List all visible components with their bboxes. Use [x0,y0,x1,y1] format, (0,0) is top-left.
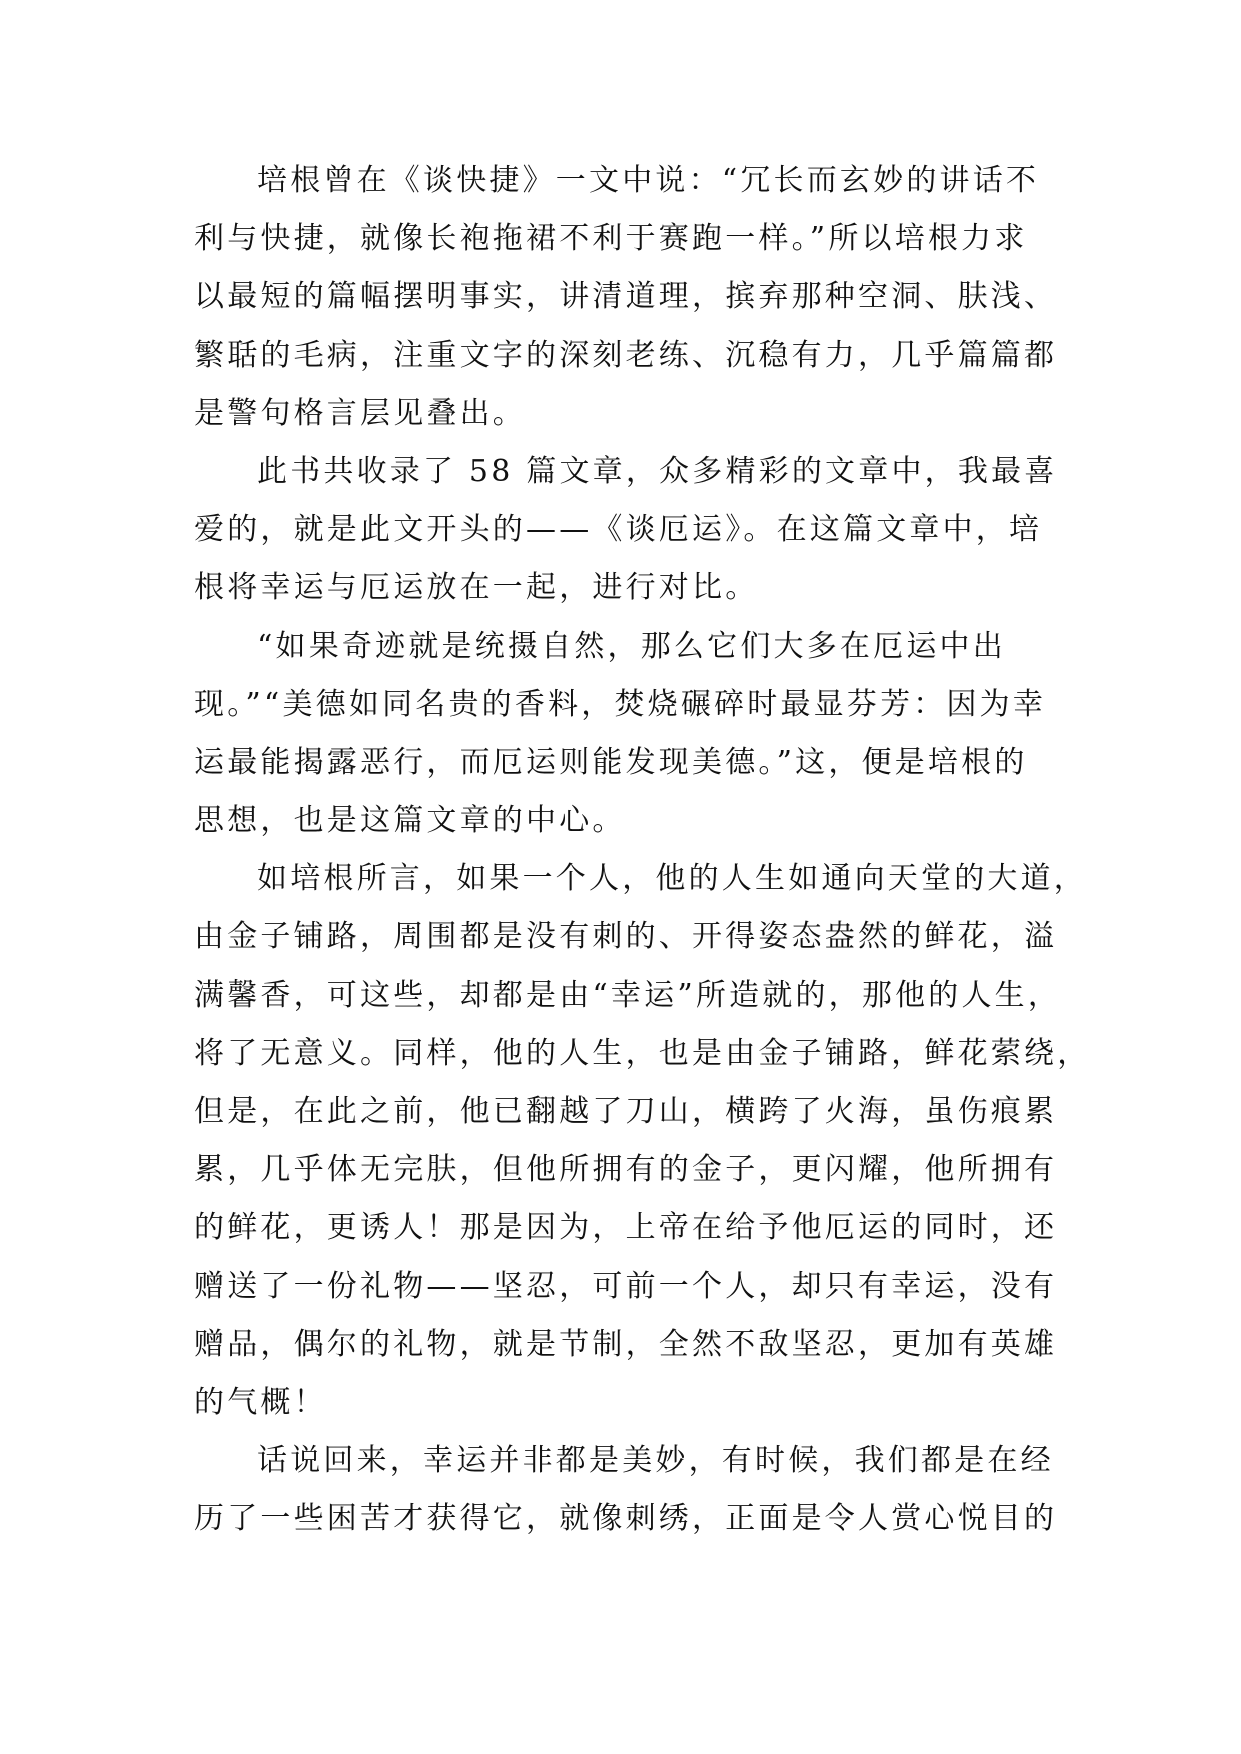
text-line: 但是，在此之前，他已翻越了刀山，横跨了火海，虽伤痕累 [194,1094,1058,1129]
text-line: 思想，也是这篇文章的中心。 [194,803,626,839]
text-line: 现。”“美德如同名贵的香料，焚烧碾碎时最显芬芳：因为幸 [194,686,1047,722]
text-line: 培根曾在《谈快捷》一文中说：“冗长而玄妙的讲话不 [257,163,1040,198]
text-line: 赠送了一份礼物——坚忍，可前一个人，却只有幸运，没有 [194,1268,1058,1304]
paragraph [194,152,1060,443]
text-line: 满馨香，可这些，却都是由“幸运”所造就的，那他的人生， [194,977,1062,1013]
paragraph [194,850,1091,1432]
text-line: 繁聒的毛病，注重文字的深刻老练、沉稳有力，几乎篇篇都 [194,337,1058,373]
text-line: 如培根所言，如果一个人，他的人生如通向天堂的大道， [257,861,1087,897]
document-body [194,152,1091,1549]
text-line: 是警句格言层见叠出。 [194,395,526,431]
text-line: “如果奇迹就是统摄自然，那么它们大多在厄运中出 [257,628,1006,664]
paragraph [194,1432,1060,1548]
text-line: 运最能揭露恶行，而厄运则能发现美德。”这，便是培根的 [194,744,1028,780]
paragraph [194,618,1060,851]
text-line: 爱的，就是此文开头的——《谈厄运》。在这篇文章中，培 [194,512,1043,548]
text-line: 累，几乎体无完肤，但他所拥有的金子，更闪耀，他所拥有 [194,1152,1058,1188]
paragraph [194,443,1060,618]
text-line: 根将幸运与厄运放在一起，进行对比。 [194,570,759,606]
text-line: 的气概！ [194,1384,327,1420]
text-line: 此书共收录了 58 篇文章，众多精彩的文章中，我最喜 [257,453,1058,489]
text-line: 话说回来，幸运并非都是美妙，有时候，我们都是在经 [257,1443,1054,1479]
text-line: 以最短的篇幅摆明事实，讲清道理，摈弃那种空洞、肤浅、 [194,279,1058,315]
text-line: 赠品，偶尔的礼物，就是节制，全然不敌坚忍，更加有英雄 [194,1326,1058,1362]
text-line: 将了无意义。同样，他的人生，也是由金子铺路，鲜花萦绕， [194,1035,1091,1071]
text-line: 由金子铺路，周围都是没有刺的、开得姿态盎然的鲜花，溢 [194,919,1058,955]
text-line: 利与快捷，就像长袍拖裙不利于赛跑一样。”所以培根力求 [194,221,1028,257]
text-line: 的鲜花，更诱人！那是因为，上帝在给予他厄运的同时，还 [194,1210,1058,1246]
text-line: 历了一些困苦才获得它，就像刺绣，正面是令人赏心悦目的 [194,1501,1058,1537]
